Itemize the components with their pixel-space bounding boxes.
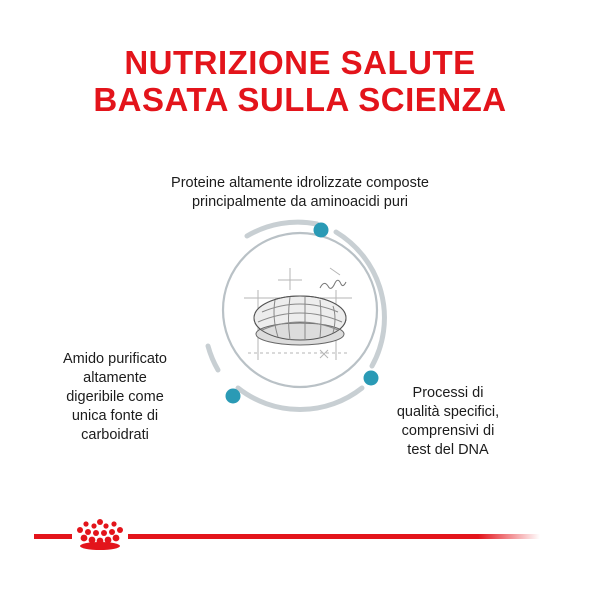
callout-starch-line-4: unica fonte di: [71, 408, 159, 424]
callout-starch-line-1: Amido purificato: [63, 351, 167, 367]
footer-red-line-right: [128, 534, 540, 539]
callout-quality-line-3: comprensivi di: [401, 423, 495, 439]
callout-proteins-line-2: principalmente da aminoacidi puri: [191, 194, 408, 210]
title-line-2: BASATA SULLA SCIENZA: [93, 81, 507, 118]
callout-quality-line-1: Processi di: [412, 385, 484, 401]
callout-quality-line-2: qualità specifici,: [396, 404, 500, 420]
crown-logo-icon: [77, 519, 123, 550]
footer-red-line-left: [34, 534, 72, 539]
callout-starch-line-2: altamente: [83, 370, 147, 386]
callout-quality-line-4: test del DNA: [407, 442, 489, 458]
callout-proteins-line-1: Proteine altamente idrolizzate composte: [171, 175, 429, 191]
callout-starch-line-5: carboidrati: [81, 427, 149, 443]
title-line-1: NUTRIZIONE SALUTE: [124, 44, 476, 81]
callout-starch-line-3: digeribile come: [66, 389, 164, 405]
